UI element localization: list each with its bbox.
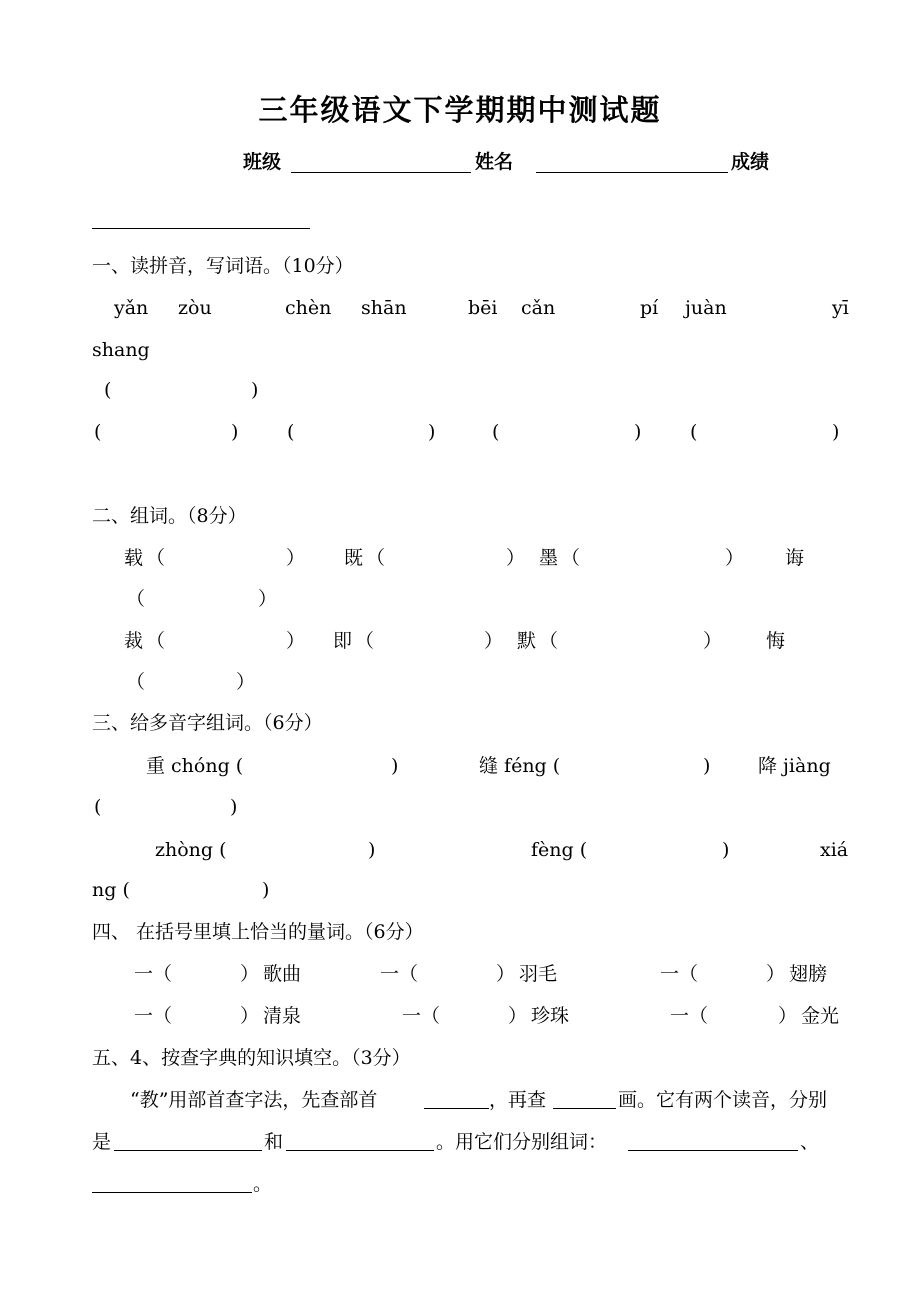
fill-blank[interactable] <box>553 1108 616 1109</box>
word-char: 载 <box>124 547 144 569</box>
paren-close: ） <box>286 547 306 569</box>
measure-prefix: 一（ <box>380 963 419 985</box>
q5-text: 。 <box>253 1173 273 1195</box>
paren-open: ( <box>94 796 102 818</box>
answer-paren-open: ( <box>287 421 295 443</box>
paren-open: （ <box>366 547 386 569</box>
polyphone-item: zhòng ( <box>155 839 227 861</box>
score-blank[interactable] <box>92 228 310 229</box>
polyphone-item: ng ( <box>92 879 130 901</box>
pinyin: yī <box>832 297 849 319</box>
word-char: 悔 <box>766 630 786 652</box>
polyphone-item: fèng ( <box>531 839 588 861</box>
q2-heading: 二、组词。（8分） <box>92 505 247 527</box>
measure-noun: 金光 <box>801 1005 840 1027</box>
word-char: 即 <box>333 630 353 652</box>
q5-text: 是 <box>92 1131 112 1153</box>
word-char: 墨 <box>539 547 559 569</box>
name-blank[interactable] <box>536 172 728 173</box>
answer-paren-open: ( <box>492 421 500 443</box>
answer-paren-close: ) <box>251 379 259 401</box>
measure-noun: 歌曲 <box>263 963 302 985</box>
measure-prefix: 一（ <box>660 963 699 985</box>
paren-open: （ <box>146 630 166 652</box>
paren-close: ） <box>703 630 723 652</box>
paren-close: ） <box>484 630 504 652</box>
q5-text: 、 <box>800 1131 820 1153</box>
fill-blank[interactable] <box>114 1150 262 1151</box>
measure-close: ） <box>766 963 786 985</box>
q5-text: 。用它们分别组词： <box>436 1131 608 1153</box>
measure-prefix: 一（ <box>134 1005 173 1027</box>
measure-prefix: 一（ <box>134 963 173 985</box>
q5-heading: 五、4、按查字典的知识填空。（3分） <box>92 1047 411 1069</box>
paren-close: ) <box>703 755 711 777</box>
q5-text: 和 <box>264 1131 284 1153</box>
pinyin: bēi <box>468 297 498 319</box>
q5-text: 画。它有两个读音，分别 <box>618 1089 828 1111</box>
answer-paren-close: ) <box>634 421 642 443</box>
polyphone-item: xiá <box>820 839 849 861</box>
pinyin: pí <box>640 297 659 319</box>
measure-noun: 清泉 <box>263 1005 302 1027</box>
q5-text: ，再查 <box>489 1089 547 1111</box>
polyphone-item: 重 chóng ( <box>146 755 244 777</box>
paren-close: ） <box>236 671 256 693</box>
measure-noun: 翅膀 <box>789 963 828 985</box>
measure-prefix: 一（ <box>670 1005 709 1027</box>
q4-heading: 四、 在括号里填上恰当的量词。（6分） <box>92 921 424 943</box>
pinyin: shang <box>92 339 150 361</box>
name-label: 姓名 <box>475 151 514 173</box>
paren-open: （ <box>539 630 559 652</box>
paren-open: （ <box>355 630 375 652</box>
pinyin: chèn <box>285 297 332 319</box>
paren-close: ) <box>230 796 238 818</box>
class-blank[interactable] <box>291 172 471 173</box>
paren-close: ) <box>391 755 399 777</box>
answer-paren-close: ) <box>832 421 840 443</box>
pinyin: yǎn <box>114 297 149 319</box>
paren-close: ） <box>258 588 278 610</box>
pinyin: cǎn <box>521 297 556 319</box>
polyphone-item: 缝 féng ( <box>479 755 561 777</box>
word-char: 既 <box>344 547 364 569</box>
measure-close: ） <box>778 1005 798 1027</box>
score-label: 成绩 <box>731 151 770 173</box>
class-label: 班级 <box>243 151 282 173</box>
paren-open: （ <box>126 588 146 610</box>
measure-close: ） <box>240 1005 260 1027</box>
measure-close: ） <box>496 963 516 985</box>
word-char: 默 <box>517 630 537 652</box>
pinyin: juàn <box>685 297 727 319</box>
answer-paren-open: ( <box>94 421 102 443</box>
answer-paren-open: ( <box>104 379 112 401</box>
fill-blank[interactable] <box>92 1192 252 1193</box>
q1-heading: 一、读拼音，写词语。（10分） <box>92 255 354 277</box>
word-char: 裁 <box>124 630 144 652</box>
fill-blank[interactable] <box>286 1150 434 1151</box>
measure-prefix: 一（ <box>402 1005 441 1027</box>
q3-heading: 三、给多音字组词。（6分） <box>92 712 323 734</box>
paren-close: ) <box>262 879 270 901</box>
paren-close: ） <box>506 547 526 569</box>
page-title: 三年级语文下学期期中测试题 <box>258 93 662 127</box>
pinyin: zòu <box>178 297 212 319</box>
paren-open: （ <box>561 547 581 569</box>
answer-paren-open: ( <box>690 421 698 443</box>
measure-close: ） <box>240 963 260 985</box>
measure-noun: 珍珠 <box>531 1005 570 1027</box>
paren-open: （ <box>126 671 146 693</box>
answer-paren-close: ) <box>231 421 239 443</box>
paren-close: ) <box>722 839 730 861</box>
fill-blank[interactable] <box>628 1150 798 1151</box>
measure-close: ） <box>508 1005 528 1027</box>
answer-paren-close: ) <box>428 421 436 443</box>
paren-close: ） <box>286 630 306 652</box>
measure-noun: 羽毛 <box>519 963 558 985</box>
fill-blank[interactable] <box>424 1108 489 1109</box>
q5-text: “教”用部首查字法，先查部首 <box>130 1089 378 1111</box>
word-char: 诲 <box>785 547 805 569</box>
polyphone-item: 降 jiàng <box>758 755 831 777</box>
paren-close: ） <box>725 547 745 569</box>
paren-open: （ <box>146 547 166 569</box>
paren-close: ) <box>368 839 376 861</box>
pinyin: shān <box>361 297 407 319</box>
